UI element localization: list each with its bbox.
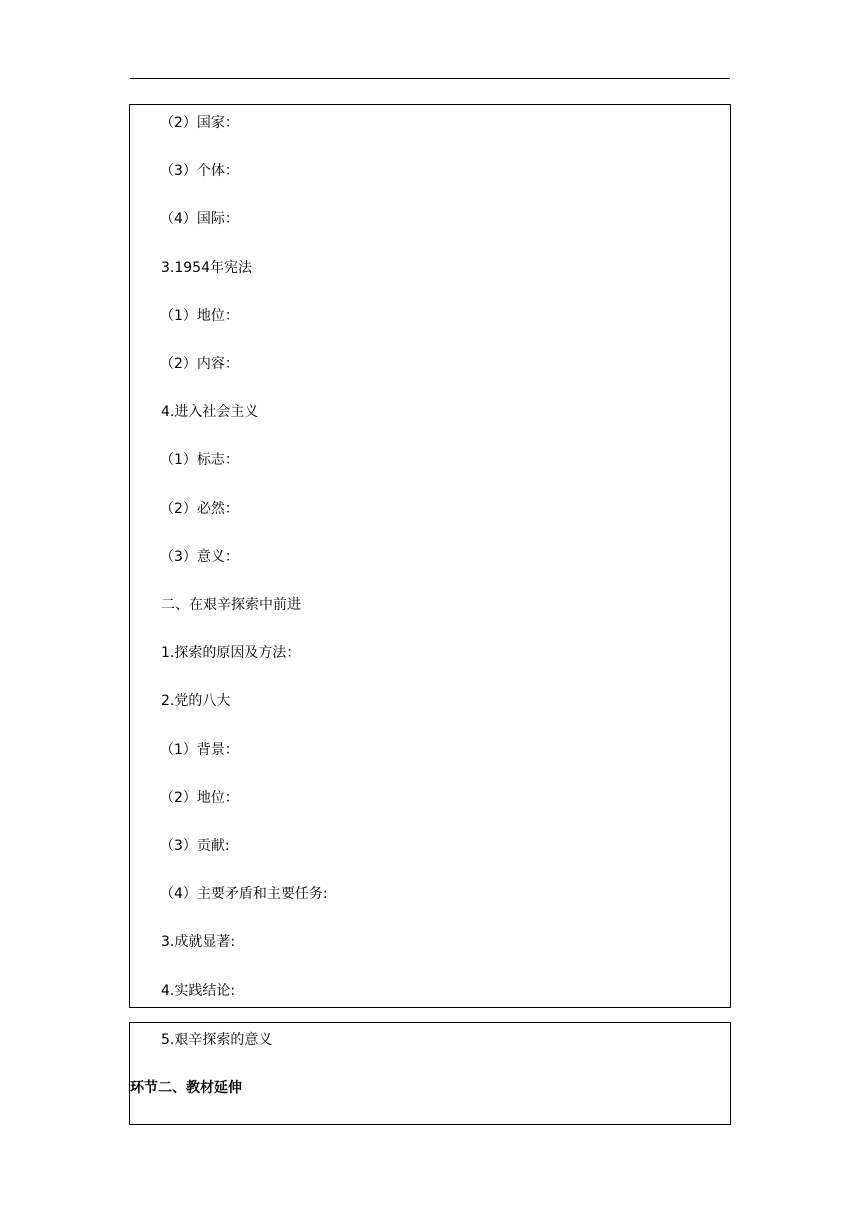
outline-item: （4）主要矛盾和主要任务: [160, 886, 328, 902]
extension-table-cell [129, 1022, 731, 1125]
outline-item: （1）标志： [160, 452, 239, 468]
outline-item: （1）背景： [160, 742, 239, 758]
outline-heading: 1.探索的原因及方法： [161, 645, 301, 661]
outline-item: （2）国家： [160, 115, 239, 131]
outline-item: （3）贡献: [160, 838, 230, 854]
outline-item: （2）必然： [160, 501, 239, 517]
outline-heading: 3.1954年宪法 [161, 260, 252, 276]
section-title: 二、在艰辛探索中前进 [161, 597, 301, 613]
outline-item: （4）国际： [160, 211, 239, 227]
outline-item: （2）内容： [160, 356, 239, 372]
outline-item: （3）个体： [160, 163, 239, 179]
page-header-rule [130, 78, 730, 79]
outline-item: （3）意义： [160, 549, 239, 565]
outline-heading: 4.实践结论: [161, 983, 236, 999]
outline-item: （2）地位： [160, 790, 239, 806]
outline-heading: 5.艰辛探索的意义 [161, 1032, 273, 1048]
section-heading: 环节二、教材延伸 [130, 1080, 242, 1096]
outline-heading: 2.党的八大 [161, 693, 231, 709]
outline-table-cell [129, 104, 731, 1008]
outline-heading: 4.进入社会主义 [161, 404, 259, 420]
outline-heading: 3.成就显著: [161, 934, 236, 950]
outline-item: （1）地位： [160, 308, 239, 324]
